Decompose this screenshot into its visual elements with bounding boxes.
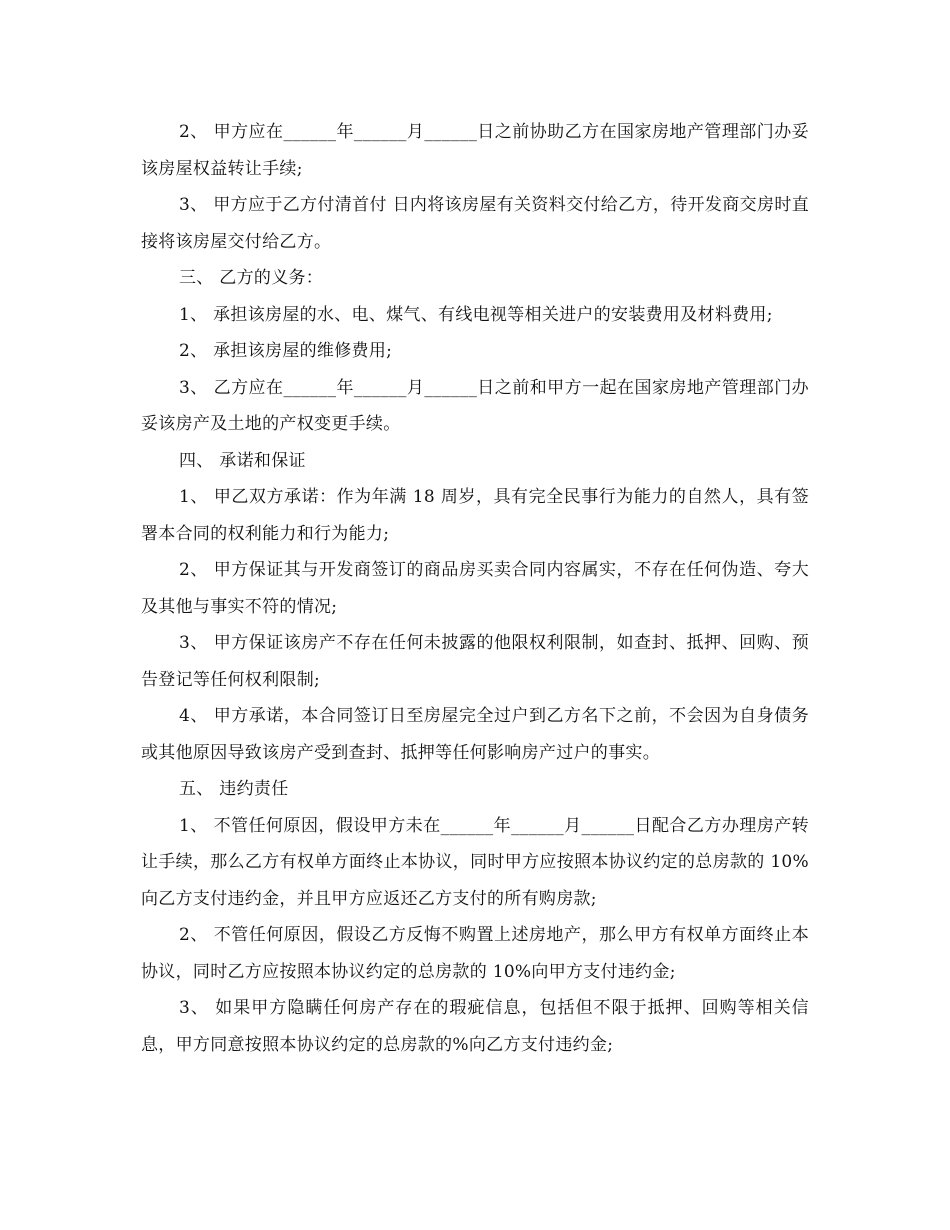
clause-1-party-a-breach: 1、 不管任何原因，假设甲方未在______年______月______日配合乙方办理房产转让手续，那么乙方有权单方面终止本协议，同时甲方应按照本协议约定的总房款的 10%向乙方支付违约金，并且甲方应返还乙方支付的所有购房款;	[141, 815, 809, 909]
clause-1-installation-costs: 1、 承担该房屋的水、电、煤气、有线电视等相关进户的安装费用及材料费用;	[179, 304, 773, 325]
section-heading-liability-for-breach: 五、 违约责任	[179, 779, 289, 799]
section-heading-commitments-guarantees: 四、 承诺和保证	[179, 450, 306, 471]
clause-2-party-a-transfer-deadline: 2、 甲方应在______年______月______日之前协助乙方在国家房地产管理部门办妥该房屋权益转让手续;	[141, 122, 809, 179]
section-heading-party-b-obligations: 三、 乙方的义务：	[179, 268, 324, 288]
clause-3-party-a-deliver-documents: 3、 甲方应于乙方付清首付 日内将该房屋有关资料交付给乙方，待开发商交房时直接将该房屋交付给乙方。	[141, 195, 809, 252]
clause-3-title-change-deadline: 3、 乙方应在______年______月______日之前和甲方一起在国家房地产管理部门办妥该房产及土地的产权变更手续。	[141, 377, 809, 434]
clause-2-maintenance-costs: 2、 承担该房屋的维修费用;	[179, 341, 393, 361]
clause-3-no-undisclosed-restrictions: 3、 甲方保证该房产不存在任何未披露的他限权利限制，如查封、抵押、回购、预告登记等任何权利限制;	[141, 633, 809, 690]
clause-2-contract-authenticity: 2、 甲方保证其与开发商签订的商品房买卖合同内容属实，不存在任何伪造、夸大及其他与事实不符的情况;	[141, 560, 809, 617]
document-body	[141, 114, 809, 1063]
clause-2-party-b-breach: 2、 不管任何原因，假设乙方反悔不购置上述房地产，那么甲方有权单方面终止本协议，同时乙方应按照本协议约定的总房款的 10%向甲方支付违约金;	[141, 925, 809, 982]
clause-4-no-seizure-before-transfer: 4、 甲方承诺，本合同签订日至房屋完全过户到乙方名下之前，不会因为自身债务或其他原因导致该房产受到查封、抵押等任何影响房产过户的事实。	[141, 706, 809, 763]
clause-3-concealed-defects: 3、 如果甲方隐瞒任何房产存在的瑕疵信息，包括但不限于抵押、回购等相关信息，甲方同意按照本协议约定的总房款的%向乙方支付违约金;	[141, 998, 809, 1055]
clause-1-legal-capacity: 1、 甲乙双方承诺：作为年满 18 周岁，具有完全民事行为能力的自然人，具有签署本合同的权利能力和行为能力;	[141, 487, 809, 544]
